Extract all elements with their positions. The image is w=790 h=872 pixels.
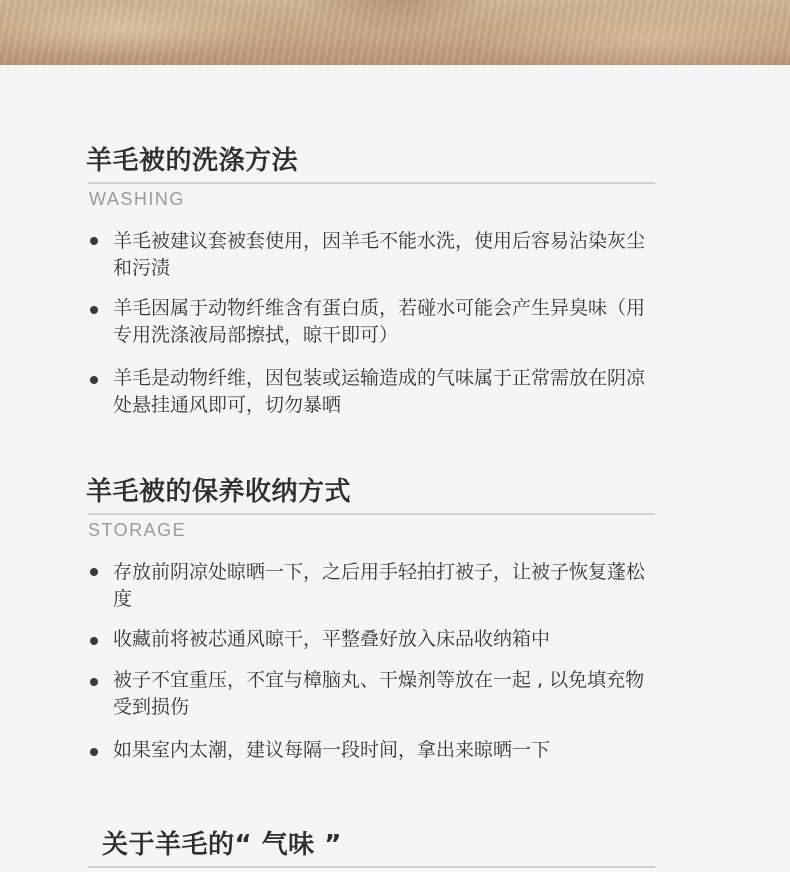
list-item-text: 羊毛被建议套被套使用，因羊毛不能水洗，使用后容易沾染灰尘和污渍: [113, 230, 646, 279]
storage-subtitle: STORAGE: [88, 520, 187, 540]
bullet-icon: [90, 237, 98, 245]
bullet-icon: [90, 306, 98, 314]
bullet-icon: [90, 678, 98, 686]
bullet-icon: [90, 376, 98, 384]
hero-wool-photo: [0, 0, 790, 65]
washing-title: 羊毛被的洗涤方法: [86, 146, 299, 176]
storage-title: 羊毛被的保养收纳方式: [86, 477, 352, 507]
list-item-text: 如果室内太潮，建议每隔一段时间，拿出来晾晒一下: [113, 739, 551, 761]
smell-title: 关于羊毛的“ 气味 ”: [102, 830, 342, 860]
list-item-text: 羊毛因属于动物纤维含有蛋白质，若碰水可能会产生异臭味（用专用洗涤液局部擦拭，晾干即可）: [113, 297, 646, 346]
bullet-icon: [90, 637, 98, 645]
list-item-text: 收藏前将被芯通风晾干，平整叠好放入床品收纳箱中: [113, 628, 551, 650]
bullet-icon: [90, 748, 98, 756]
storage-divider: [88, 513, 655, 515]
washing-subtitle: WASHING: [89, 189, 185, 209]
list-item-text: 存放前阴凉处晾晒一下，之后用手轻拍打被子，让被子恢复蓬松度: [113, 561, 646, 610]
washing-divider: [88, 182, 655, 184]
smell-divider: [88, 866, 655, 868]
list-item-text: 羊毛是动物纤维，因包装或运输造成的气味属于正常需放在阴凉处悬挂通风即可，切勿暴晒: [113, 367, 646, 416]
list-item-text: 被子不宜重压，不宜与樟脑丸、干燥剂等放在一起 , 以免填充物受到损伤: [113, 669, 645, 718]
bullet-icon: [90, 568, 98, 576]
